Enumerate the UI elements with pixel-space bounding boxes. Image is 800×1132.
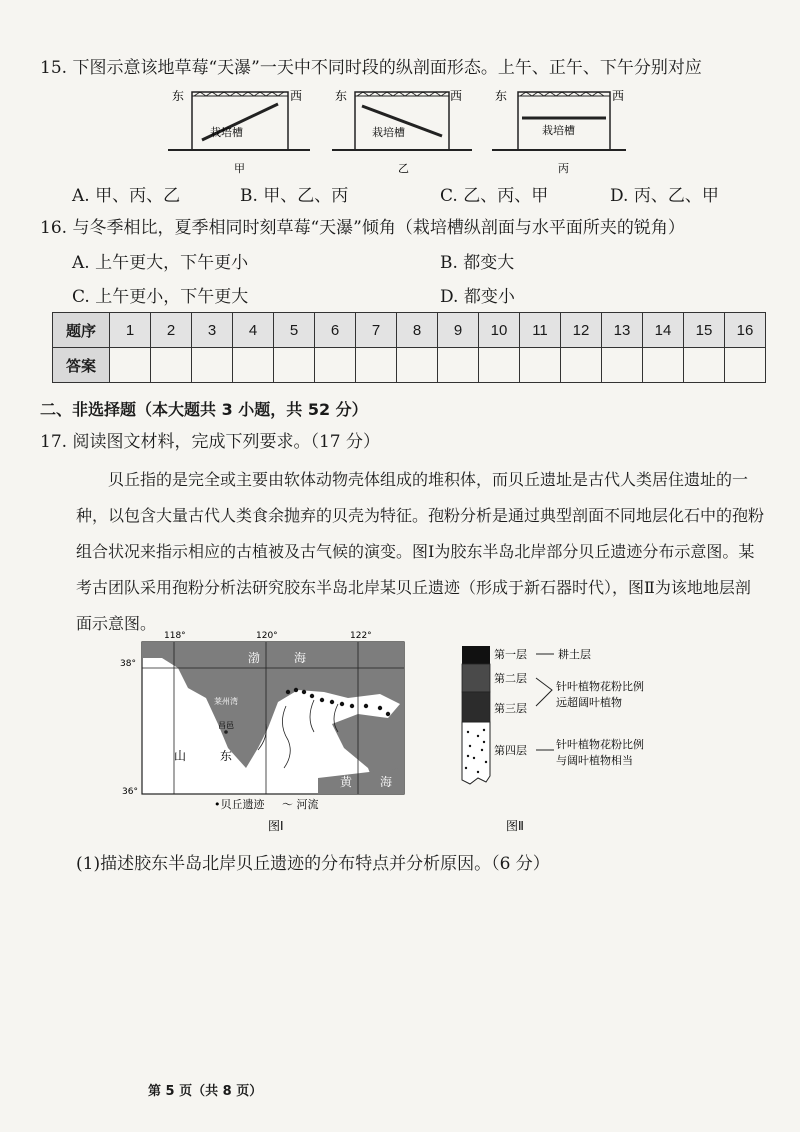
answer-cell[interactable] xyxy=(438,348,479,383)
q15-stem: 15. 下图示意该地草莓“天瀑”一天中不同时段的纵剖面形态。上午、正午、下午分别对应 xyxy=(40,58,702,78)
answer-cell[interactable] xyxy=(602,348,643,383)
lon-label: 122° xyxy=(350,631,372,641)
svg-text:东: 东 xyxy=(172,89,185,103)
answer-cell[interactable] xyxy=(356,348,397,383)
layer23-desc-line1: 针叶植物花粉比例 xyxy=(556,680,644,693)
page-number: 第 5 页（共 8 页） xyxy=(148,1084,263,1099)
q15-diagrams xyxy=(150,84,630,180)
table-number: 12 xyxy=(561,313,602,348)
q15-option-b[interactable]: B. 甲、乙、丙 xyxy=(240,186,349,206)
answer-cell[interactable] xyxy=(315,348,356,383)
table-number: 8 xyxy=(397,313,438,348)
layer4-label: 第四层 xyxy=(494,744,527,757)
table-number: 2 xyxy=(151,313,192,348)
table-number: 13 xyxy=(602,313,643,348)
province-label: 山 xyxy=(174,749,187,763)
diagram-jia xyxy=(168,89,310,175)
layer4-desc-line1: 针叶植物花粉比例 xyxy=(556,738,644,751)
table-header-label: 题序 xyxy=(53,313,110,348)
layer1-block xyxy=(462,646,490,664)
sea-label: 渤 xyxy=(248,651,261,665)
answer-cell[interactable] xyxy=(725,348,766,383)
table-number: 3 xyxy=(192,313,233,348)
layer3-label: 第三层 xyxy=(494,702,527,715)
answer-cell[interactable] xyxy=(643,348,684,383)
layer2-label: 第二层 xyxy=(494,672,527,685)
svg-text:栽培槽: 栽培槽 xyxy=(542,124,575,137)
svg-text:甲: 甲 xyxy=(234,162,245,175)
strata-figure-2 xyxy=(456,640,746,836)
svg-text:乙: 乙 xyxy=(398,162,409,175)
svg-text:栽培槽: 栽培槽 xyxy=(372,126,405,139)
table-number: 7 xyxy=(356,313,397,348)
layer23-desc-line2: 远超阔叶植物 xyxy=(556,696,622,709)
q16-option-d[interactable]: D. 都变小 xyxy=(440,287,515,307)
map-figure-1 xyxy=(118,628,418,838)
answer-space[interactable] xyxy=(76,884,766,1054)
table-number: 15 xyxy=(684,313,725,348)
answer-cell[interactable] xyxy=(151,348,192,383)
answer-cell[interactable] xyxy=(397,348,438,383)
table-number: 4 xyxy=(233,313,274,348)
legend-site: •贝丘遗迹 xyxy=(214,798,265,811)
diagram-bing xyxy=(492,89,626,175)
answer-cell[interactable] xyxy=(561,348,602,383)
answer-table xyxy=(52,312,766,383)
answer-cell[interactable] xyxy=(192,348,233,383)
answer-cell[interactable] xyxy=(479,348,520,383)
svg-text:丙: 丙 xyxy=(558,162,569,175)
sea-label: 海 xyxy=(380,775,393,789)
answer-table-header-row xyxy=(53,313,766,348)
sea-label: 黄 xyxy=(340,775,353,789)
table-number: 10 xyxy=(479,313,520,348)
svg-text:栽培槽: 栽培槽 xyxy=(210,126,243,139)
lon-label: 120° xyxy=(256,631,278,641)
q16-option-b[interactable]: B. 都变大 xyxy=(440,253,515,273)
table-number: 11 xyxy=(520,313,561,348)
svg-text:东: 东 xyxy=(335,89,348,103)
answer-table-answer-row xyxy=(53,348,766,383)
q17-intro: 17. 阅读图文材料，完成下列要求。（17 分） xyxy=(40,432,380,452)
answer-cell[interactable] xyxy=(274,348,315,383)
section-title: 二、非选择题（本大题共 3 小题，共 52 分） xyxy=(40,400,368,419)
answer-cell[interactable] xyxy=(520,348,561,383)
diagram-yi xyxy=(332,89,472,175)
table-number: 14 xyxy=(643,313,684,348)
layer1-label: 第一层 xyxy=(494,648,527,661)
map-caption: 图Ⅰ xyxy=(268,819,284,833)
layer1-desc: 耕土层 xyxy=(558,648,591,661)
table-number: 1 xyxy=(110,313,151,348)
svg-text:西: 西 xyxy=(612,89,625,103)
table-number: 9 xyxy=(438,313,479,348)
q16-option-c[interactable]: C. 上午更小，下午更大 xyxy=(72,287,249,307)
svg-text:西: 西 xyxy=(450,89,463,103)
q16-stem: 16. 与冬季相比，夏季相同时刻草莓“天瀑”倾角（栽培槽纵剖面与水平面所夹的锐角） xyxy=(40,218,685,238)
table-number: 5 xyxy=(274,313,315,348)
q17-sub1: (1)描述胶东半岛北岸贝丘遗迹的分布特点并分析原因。（6 分） xyxy=(76,854,550,874)
sea-label: 海 xyxy=(294,651,307,665)
lat-label: 36° xyxy=(122,787,138,797)
q15-option-d[interactable]: D. 丙、乙、甲 xyxy=(610,186,719,206)
table-answer-label: 答案 xyxy=(53,348,110,383)
answer-cell[interactable] xyxy=(110,348,151,383)
province-label: 东 xyxy=(220,749,233,763)
table-number: 16 xyxy=(725,313,766,348)
lat-label: 38° xyxy=(120,659,136,669)
svg-text:东: 东 xyxy=(495,89,508,103)
q17-paragraph: 贝丘指的是完全或主要由软体动物壳体组成的堆积体，而贝丘遗址是古代人类居住遗址的一种，以包含大量古代人类食余抛弃的贝壳为特征。孢粉分析是通过典型剖面不同地层化石中的孢粉组合状况来指示相应的古植被及古气候的演变。图Ⅰ为胶东半岛北岸部分贝丘遗迹分布示意图。某考古团队采用孢粉分析法研究胶东半岛北岸某贝丘遗迹（形成于新石器时代），图Ⅱ为该地地层剖面示意图。 xyxy=(76,470,765,633)
city-label: 昌邑 xyxy=(218,721,234,730)
answer-cell[interactable] xyxy=(233,348,274,383)
layer4-desc-line2: 与阔叶植物相当 xyxy=(556,754,633,767)
table-number: 6 xyxy=(315,313,356,348)
strata-caption: 图Ⅱ xyxy=(506,819,524,833)
legend-river: 〜 河流 xyxy=(282,798,319,811)
bay-label: 莱州湾 xyxy=(214,697,238,706)
lon-label: 118° xyxy=(164,631,186,641)
q15-option-c[interactable]: C. 乙、丙、甲 xyxy=(440,186,549,206)
answer-cell[interactable] xyxy=(684,348,725,383)
q16-option-a[interactable]: A. 上午更大，下午更小 xyxy=(72,253,249,273)
q15-option-a[interactable]: A. 甲、丙、乙 xyxy=(72,186,181,206)
svg-text:西: 西 xyxy=(290,89,303,103)
